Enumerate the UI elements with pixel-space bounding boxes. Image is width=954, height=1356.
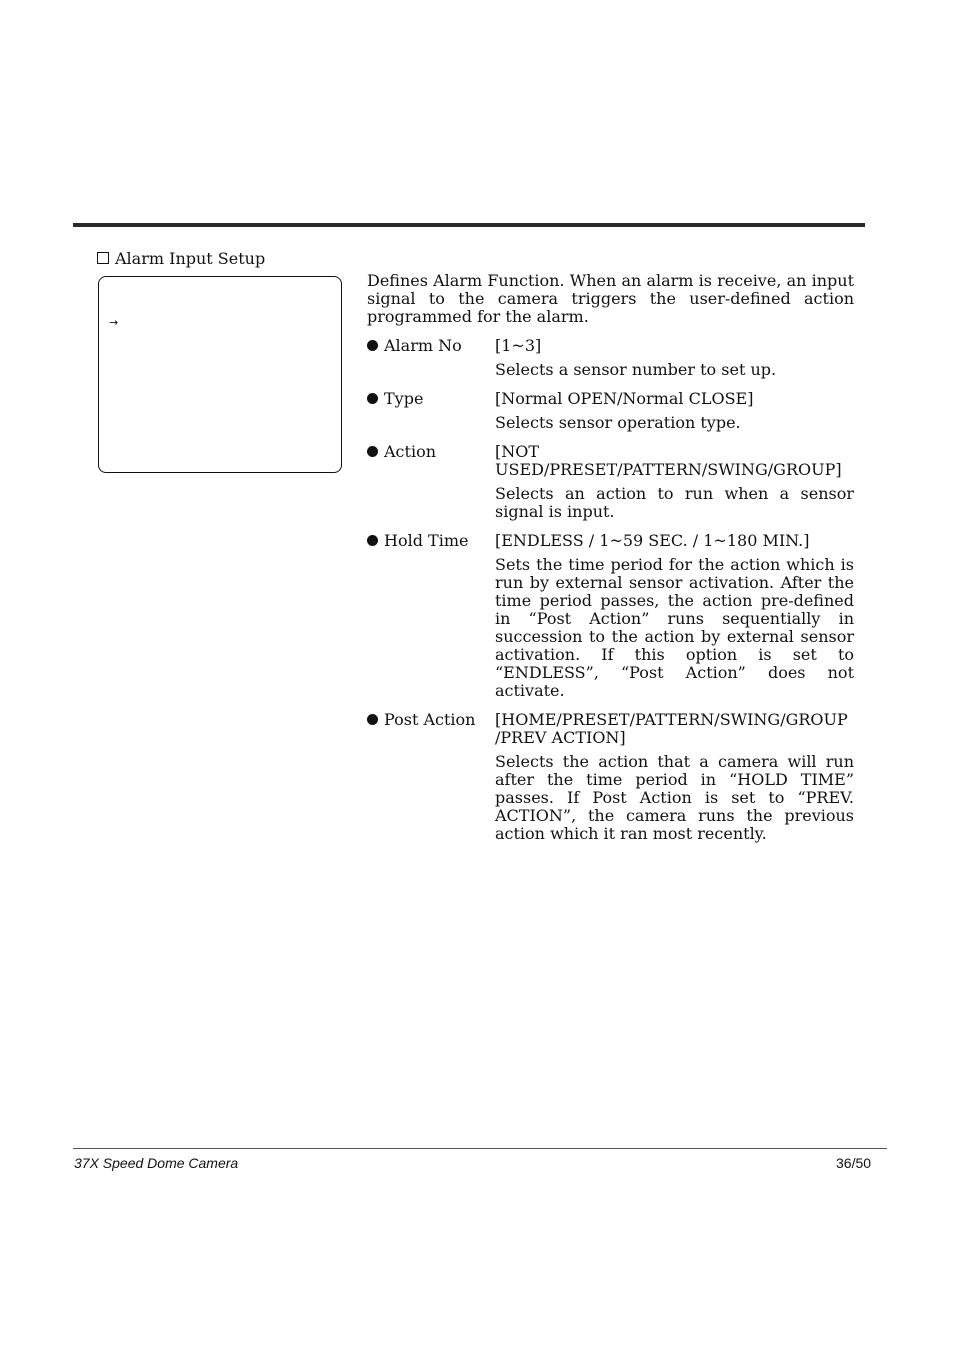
footer-rule	[73, 1148, 887, 1149]
item-description: Selects a sensor number to set up.	[495, 360, 777, 379]
item-description: Selects the action that a camera will run after the time period in “HOLD TIME” passes. If Post Action is set to “PREV. ACTION”, the camera runs the previous action which it ran most recently.	[495, 752, 854, 843]
item-range: [NOT USED/PRESET/PATTERN/SWING/GROUP]	[495, 442, 842, 479]
item-body	[495, 443, 854, 521]
item-body	[495, 711, 854, 843]
item-alarm-no	[367, 337, 854, 379]
item-label	[367, 443, 436, 461]
item-action	[367, 443, 854, 521]
item-range: [1~3]	[495, 336, 542, 355]
footer-document-title: 37X Speed Dome Camera	[74, 1155, 239, 1171]
item-label-text: Type	[384, 389, 424, 408]
description-column	[367, 272, 854, 843]
bullet-icon	[367, 714, 378, 725]
item-description: Sets the time period for the action which is run by external sensor activation. After the time period passes, the action pre-defined in “Post Action” runs sequentially in succession to the action by external sensor activation. If this option is set to “ENDLESS”, “Post Action” does not activate.	[495, 555, 854, 700]
header-rule	[73, 223, 865, 227]
item-description: Selects an action to run when a sensor signal is input.	[495, 484, 854, 521]
item-label-text: Hold Time	[384, 531, 469, 550]
footer-page-number: 36/50	[836, 1155, 872, 1171]
item-label-text: Alarm No	[384, 336, 462, 355]
arrow-right-icon: →	[109, 316, 119, 329]
item-label	[367, 337, 462, 355]
item-range: [ENDLESS / 1~59 SEC. / 1~180 MIN.]	[495, 531, 810, 550]
checkbox-icon	[97, 252, 109, 264]
item-label-text: Action	[384, 442, 436, 461]
section-title: Alarm Input Setup	[115, 249, 266, 268]
item-post-action	[367, 711, 854, 843]
item-hold-time	[367, 532, 854, 700]
bullet-icon	[367, 446, 378, 457]
bullet-icon	[367, 535, 378, 546]
section-heading	[97, 249, 265, 269]
item-body	[495, 390, 854, 432]
item-label	[367, 390, 423, 408]
item-label	[367, 711, 475, 729]
item-body	[495, 532, 854, 700]
intro-paragraph: Defines Alarm Function. When an alarm is receive, an input signal to the camera triggers the user-defined action programmed for the alarm.	[367, 271, 854, 326]
bullet-icon	[367, 340, 378, 351]
item-label	[367, 532, 468, 550]
bullet-icon	[367, 393, 378, 404]
item-type	[367, 390, 854, 432]
osd-menu-box	[98, 276, 342, 473]
item-label-text: Post Action	[384, 710, 476, 729]
item-range: [HOME/PRESET/PATTERN/SWING/GROUP /PREV ACTION]	[495, 710, 848, 747]
item-range: [Normal OPEN/Normal CLOSE]	[495, 389, 754, 408]
item-description: Selects sensor operation type.	[495, 413, 741, 432]
item-body	[495, 337, 854, 379]
